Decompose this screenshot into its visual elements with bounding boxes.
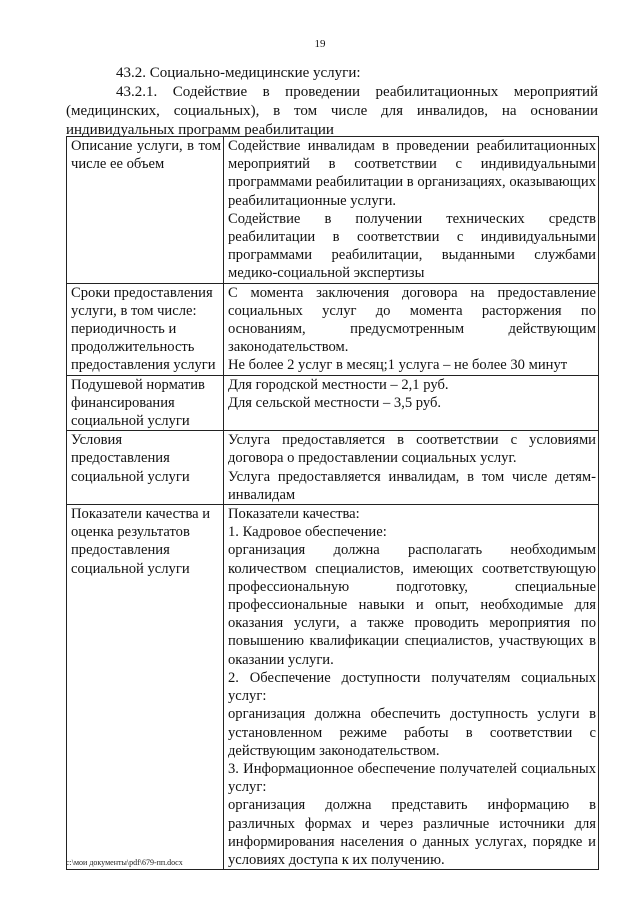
table-row-conditions (67, 431, 599, 505)
row-paragraph: 2. Обеспечение доступности получателям социальных услуг: (228, 669, 596, 705)
row-content (224, 431, 599, 505)
table-row-quality (67, 505, 599, 870)
row-paragraph: С момента заключения договора на предоставление социальных услуг до момента расторжения по основаниям, предусмотренным действующим законодательством. (228, 284, 596, 356)
row-label: Условия предоставления социальной услуги (67, 431, 224, 505)
row-label: Сроки предоставления услуги, в том числе: периодичность и продолжительность предоставления услуги (67, 283, 224, 375)
row-label: Показатели качества и оценка результатов предоставления социальной услуги (67, 505, 224, 870)
row-paragraph: Услуга предоставляется инвалидам, в том числе детям-инвалидам (228, 468, 596, 503)
row-content (224, 375, 599, 431)
row-paragraph: организация должна представить информацию в различных формах и через различные источники для информирования населения о данных услугах, порядке и условиях доступа к их получению. (228, 797, 596, 868)
row-paragraph: Содействие инвалидам в проведении реабилитационных мероприятий в соответствии с индивидуальными программами реабилитации в организациях, оказывающих реабилитационные услуги. (228, 138, 596, 209)
table-row-terms (67, 283, 599, 375)
service-table (66, 136, 599, 870)
row-paragraph: Услуга предоставляется в соответствии с условиями договора о предоставлении социальных услуг. (228, 432, 596, 467)
row-paragraph: организация должна обеспечить доступность услуги в установленном режиме работы в соответствии с действующим законодательством. (228, 706, 596, 759)
row-label: Описание услуги, в том числе ее объем (67, 137, 224, 284)
row-content (224, 505, 599, 870)
subsection-heading-line2: (медицинских, социальных), в том числе для инвалидов, на основании индивидуальных программ реабилитации (66, 103, 598, 138)
table-row-description (67, 137, 599, 284)
page-number: 19 (314, 38, 326, 50)
file-path-footer: c:\мои документы\pdf\679-пп.docx (66, 858, 183, 867)
row-paragraph: организация должна располагать необходимым количеством специалистов, имеющих соответствующую профессиональную подготовку, специальные профессиональные навыки и опыт, необходимые для оказания услуги, а также проводить мероприятия по повышению квалификации специалистов, участвующих в оказании услуги. (228, 542, 596, 668)
row-paragraph: Для сельской местности – 3,5 руб. (228, 394, 442, 411)
section-heading: 43.2. Социально-медицинские услуги: (116, 65, 361, 81)
row-paragraph: Показатели качества: (228, 506, 360, 523)
row-label: Подушевой норматив финансирования социальной услуги (67, 375, 224, 431)
row-content (224, 283, 599, 375)
row-paragraph: Для городской местности – 2,1 руб. (228, 376, 449, 393)
subsection-heading (66, 83, 598, 140)
row-paragraph: 3. Информационное обеспечение получателей социальных услуг: (228, 760, 596, 796)
row-paragraph: Содействие в получении технических средств реабилитации в соответствии с индивидуальными программами реабилитации, выданными службами медико-социальной экспертизы (228, 210, 596, 282)
row-paragraph: Не более 2 услуг в месяц;1 услуга – не более 30 минут (228, 357, 568, 374)
row-content (224, 137, 599, 284)
subsection-heading-line1: 43.2.1. Содействие в проведении реабилитационных мероприятий (116, 84, 598, 100)
table-row-financing (67, 375, 599, 431)
row-paragraph: 1. Кадровое обеспечение: (228, 524, 387, 541)
